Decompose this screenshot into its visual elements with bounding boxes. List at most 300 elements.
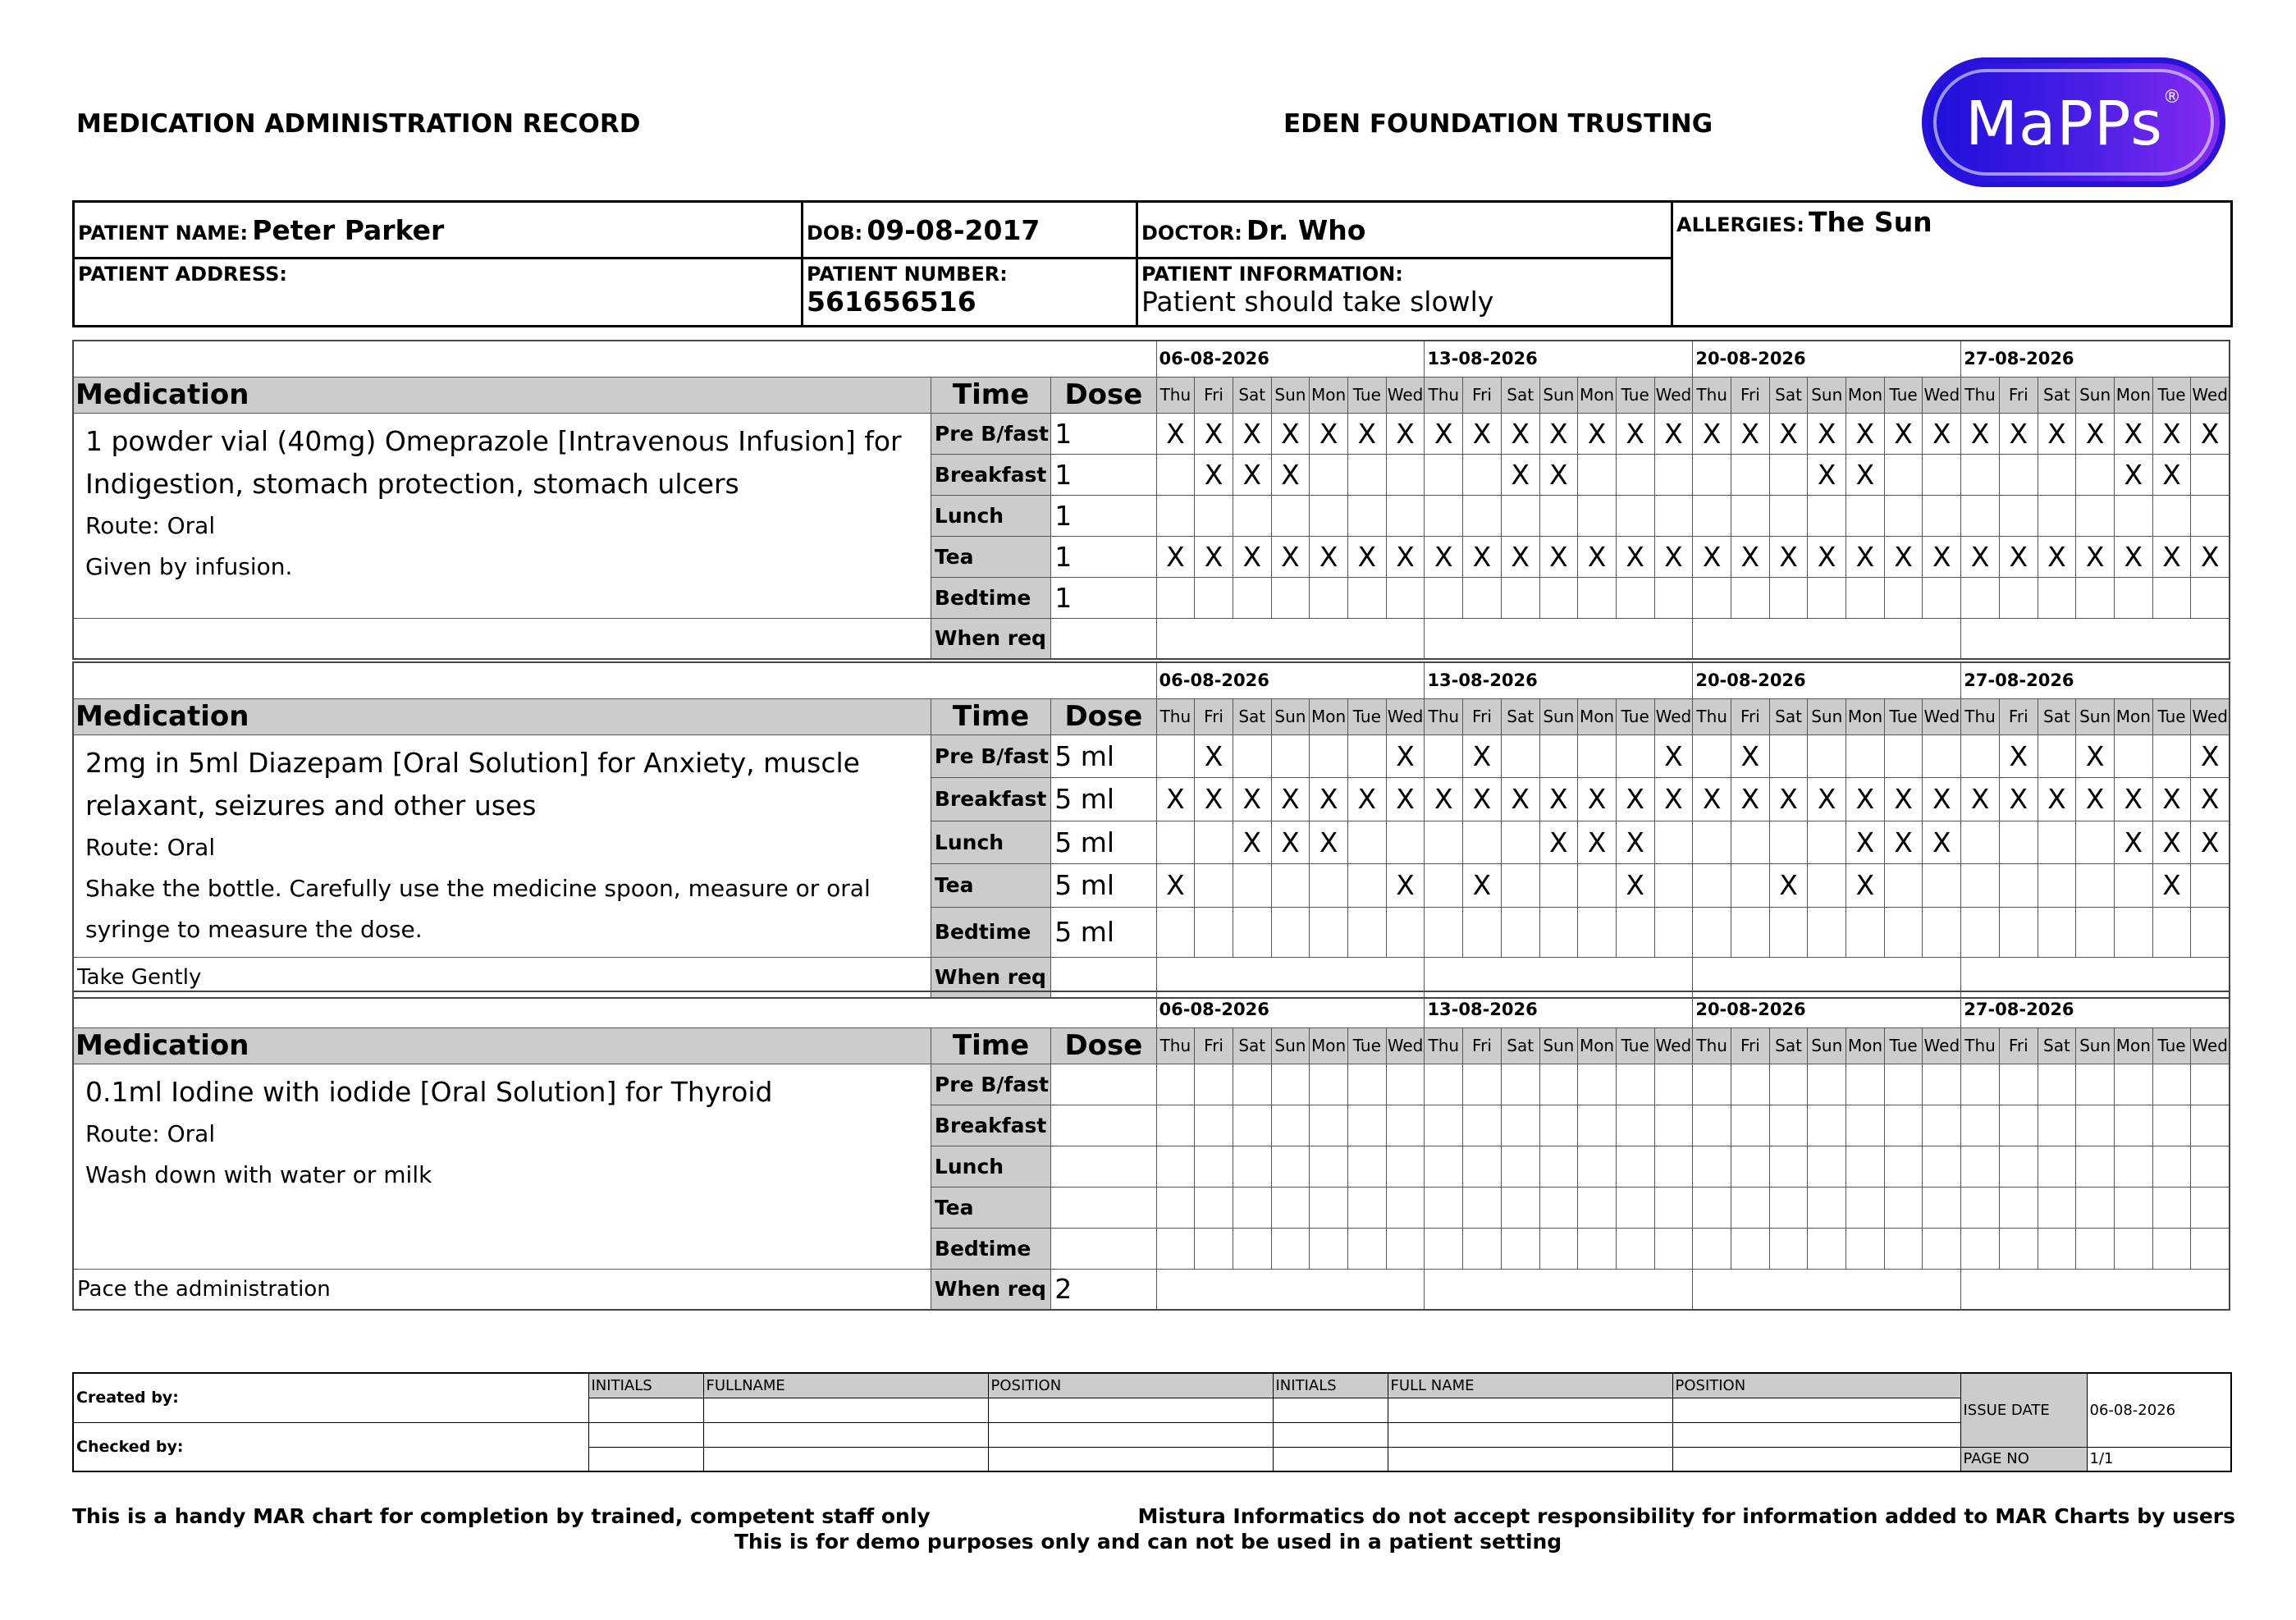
administration-cell[interactable] — [2152, 577, 2191, 618]
administration-cell[interactable] — [1693, 864, 1731, 908]
administration-cell[interactable] — [1310, 1146, 1348, 1187]
administration-cell[interactable] — [1923, 734, 1961, 778]
administration-cell[interactable] — [1808, 1105, 1846, 1146]
administration-cell[interactable] — [1539, 1146, 1578, 1187]
administration-cell[interactable]: X — [1501, 778, 1539, 821]
administration-cell[interactable] — [1693, 1187, 1731, 1228]
administration-cell[interactable] — [2152, 1064, 2191, 1105]
administration-cell[interactable] — [2076, 907, 2115, 957]
administration-cell[interactable]: X — [1961, 413, 2000, 454]
administration-cell[interactable] — [1425, 907, 1463, 957]
administration-cell[interactable] — [1999, 1187, 2038, 1228]
administration-cell[interactable] — [1846, 1064, 1885, 1105]
administration-cell[interactable] — [2076, 1105, 2115, 1146]
administration-cell[interactable] — [1923, 495, 1961, 536]
administration-cell[interactable] — [2038, 821, 2076, 864]
created-initials-field[interactable] — [588, 1398, 703, 1422]
administration-cell[interactable]: X — [1846, 454, 1885, 495]
administration-cell[interactable] — [1463, 1187, 1502, 1228]
administration-cell[interactable] — [1961, 454, 2000, 495]
administration-cell[interactable] — [1999, 907, 2038, 957]
administration-cell[interactable] — [1731, 864, 1770, 908]
administration-cell[interactable]: X — [2191, 734, 2230, 778]
administration-cell[interactable] — [1271, 577, 1310, 618]
administration-cell[interactable] — [2038, 1105, 2076, 1146]
administration-cell[interactable] — [1654, 1228, 1693, 1269]
administration-cell[interactable] — [1233, 1064, 1271, 1105]
administration-cell[interactable] — [1578, 1105, 1617, 1146]
administration-cell[interactable] — [1769, 1187, 1808, 1228]
administration-cell[interactable]: X — [1195, 734, 1233, 778]
administration-cell[interactable] — [1884, 1228, 1923, 1269]
administration-cell[interactable] — [1884, 577, 1923, 618]
administration-cell[interactable]: X — [1463, 734, 1502, 778]
administration-cell[interactable]: X — [2038, 778, 2076, 821]
administration-cell[interactable] — [1961, 1187, 2000, 1228]
administration-cell[interactable]: X — [1233, 454, 1271, 495]
created-position-field[interactable] — [988, 1398, 1273, 1422]
administration-cell[interactable] — [1195, 495, 1233, 536]
checked-position-field-b[interactable] — [988, 1447, 1273, 1471]
administration-cell[interactable]: X — [1233, 536, 1271, 577]
administration-cell[interactable] — [1386, 1228, 1425, 1269]
administration-cell[interactable]: X — [1654, 536, 1693, 577]
administration-cell[interactable] — [1578, 495, 1617, 536]
administration-cell[interactable] — [2152, 1228, 2191, 1269]
administration-cell[interactable] — [1846, 1146, 1885, 1187]
administration-cell[interactable] — [2114, 907, 2152, 957]
administration-cell[interactable] — [1386, 495, 1425, 536]
administration-cell[interactable] — [1578, 1187, 1617, 1228]
administration-cell[interactable]: X — [1961, 536, 2000, 577]
created-position-field-2[interactable] — [1672, 1398, 1960, 1422]
when-req-week-cell[interactable] — [1425, 1269, 1693, 1310]
administration-cell[interactable] — [1463, 907, 1502, 957]
administration-cell[interactable] — [1808, 1228, 1846, 1269]
administration-cell[interactable] — [1808, 907, 1846, 957]
administration-cell[interactable] — [1195, 1146, 1233, 1187]
administration-cell[interactable] — [2114, 1064, 2152, 1105]
administration-cell[interactable] — [1769, 1064, 1808, 1105]
administration-cell[interactable] — [1501, 1228, 1539, 1269]
administration-cell[interactable] — [1425, 864, 1463, 908]
administration-cell[interactable] — [1156, 1228, 1195, 1269]
administration-cell[interactable]: X — [2114, 778, 2152, 821]
administration-cell[interactable]: X — [1156, 778, 1195, 821]
administration-cell[interactable] — [1999, 577, 2038, 618]
administration-cell[interactable]: X — [1539, 536, 1578, 577]
administration-cell[interactable] — [1846, 1228, 1885, 1269]
administration-cell[interactable] — [1884, 907, 1923, 957]
administration-cell[interactable]: X — [2076, 536, 2115, 577]
administration-cell[interactable]: X — [2152, 778, 2191, 821]
administration-cell[interactable] — [2076, 1146, 2115, 1187]
administration-cell[interactable]: X — [2114, 536, 2152, 577]
administration-cell[interactable] — [1846, 1187, 1885, 1228]
administration-cell[interactable] — [1693, 1228, 1731, 1269]
administration-cell[interactable] — [1271, 1228, 1310, 1269]
administration-cell[interactable]: X — [1425, 413, 1463, 454]
administration-cell[interactable] — [1386, 454, 1425, 495]
administration-cell[interactable] — [1961, 907, 2000, 957]
administration-cell[interactable]: X — [1386, 413, 1425, 454]
administration-cell[interactable] — [1195, 821, 1233, 864]
administration-cell[interactable] — [1347, 1105, 1386, 1146]
administration-cell[interactable] — [2038, 1146, 2076, 1187]
administration-cell[interactable] — [1769, 734, 1808, 778]
administration-cell[interactable] — [1578, 454, 1617, 495]
administration-cell[interactable]: X — [1654, 734, 1693, 778]
administration-cell[interactable] — [1195, 907, 1233, 957]
checked-position-field-b2[interactable] — [1672, 1447, 1960, 1471]
administration-cell[interactable]: X — [1425, 536, 1463, 577]
administration-cell[interactable]: X — [2152, 821, 2191, 864]
administration-cell[interactable] — [1923, 864, 1961, 908]
administration-cell[interactable] — [1578, 1064, 1617, 1105]
administration-cell[interactable] — [1769, 495, 1808, 536]
administration-cell[interactable]: X — [1539, 778, 1578, 821]
administration-cell[interactable] — [1616, 454, 1654, 495]
administration-cell[interactable] — [1310, 1064, 1348, 1105]
administration-cell[interactable] — [1156, 734, 1195, 778]
administration-cell[interactable]: X — [1884, 536, 1923, 577]
administration-cell[interactable] — [1347, 1187, 1386, 1228]
administration-cell[interactable] — [1923, 1146, 1961, 1187]
administration-cell[interactable] — [1654, 1146, 1693, 1187]
administration-cell[interactable] — [1616, 1228, 1654, 1269]
administration-cell[interactable]: X — [2076, 734, 2115, 778]
administration-cell[interactable] — [2114, 495, 2152, 536]
administration-cell[interactable] — [1347, 577, 1386, 618]
administration-cell[interactable] — [1386, 821, 1425, 864]
administration-cell[interactable] — [1808, 864, 1846, 908]
administration-cell[interactable]: X — [1156, 536, 1195, 577]
administration-cell[interactable] — [1310, 1105, 1348, 1146]
administration-cell[interactable] — [1654, 821, 1693, 864]
administration-cell[interactable] — [1961, 1228, 2000, 1269]
administration-cell[interactable]: X — [2152, 413, 2191, 454]
administration-cell[interactable] — [1195, 1105, 1233, 1146]
administration-cell[interactable] — [1425, 734, 1463, 778]
administration-cell[interactable]: X — [1539, 821, 1578, 864]
administration-cell[interactable] — [1808, 577, 1846, 618]
administration-cell[interactable] — [2038, 734, 2076, 778]
administration-cell[interactable] — [1884, 495, 1923, 536]
administration-cell[interactable] — [1654, 1187, 1693, 1228]
administration-cell[interactable]: X — [2152, 864, 2191, 908]
administration-cell[interactable] — [2152, 1105, 2191, 1146]
administration-cell[interactable]: X — [1923, 821, 1961, 864]
administration-cell[interactable] — [1501, 821, 1539, 864]
when-req-week-cell[interactable] — [1961, 618, 2230, 659]
administration-cell[interactable] — [2191, 1228, 2230, 1269]
administration-cell[interactable]: X — [1539, 413, 1578, 454]
administration-cell[interactable] — [1846, 495, 1885, 536]
administration-cell[interactable] — [1539, 495, 1578, 536]
administration-cell[interactable] — [1195, 1064, 1233, 1105]
administration-cell[interactable] — [2038, 907, 2076, 957]
administration-cell[interactable] — [1501, 1105, 1539, 1146]
administration-cell[interactable] — [1846, 907, 1885, 957]
administration-cell[interactable] — [1693, 1105, 1731, 1146]
administration-cell[interactable] — [2114, 1228, 2152, 1269]
administration-cell[interactable] — [1271, 1187, 1310, 1228]
administration-cell[interactable] — [1310, 577, 1348, 618]
administration-cell[interactable] — [1347, 864, 1386, 908]
administration-cell[interactable] — [1731, 495, 1770, 536]
administration-cell[interactable] — [1731, 1228, 1770, 1269]
checked-fullname-field-b2[interactable] — [1388, 1447, 1672, 1471]
administration-cell[interactable]: X — [1769, 536, 1808, 577]
administration-cell[interactable] — [1310, 907, 1348, 957]
administration-cell[interactable] — [1769, 454, 1808, 495]
administration-cell[interactable] — [2076, 1064, 2115, 1105]
administration-cell[interactable] — [1846, 734, 1885, 778]
administration-cell[interactable] — [1233, 907, 1271, 957]
administration-cell[interactable] — [2076, 495, 2115, 536]
administration-cell[interactable] — [1156, 1105, 1195, 1146]
administration-cell[interactable] — [1961, 1146, 2000, 1187]
administration-cell[interactable]: X — [1386, 536, 1425, 577]
administration-cell[interactable] — [1731, 907, 1770, 957]
administration-cell[interactable]: X — [1578, 821, 1617, 864]
administration-cell[interactable] — [1156, 907, 1195, 957]
administration-cell[interactable] — [1539, 577, 1578, 618]
administration-cell[interactable] — [1310, 495, 1348, 536]
administration-cell[interactable]: X — [1999, 413, 2038, 454]
administration-cell[interactable]: X — [1347, 413, 1386, 454]
administration-cell[interactable]: X — [1731, 413, 1770, 454]
when-req-week-cell[interactable] — [1961, 1269, 2230, 1310]
administration-cell[interactable] — [1884, 864, 1923, 908]
administration-cell[interactable] — [1808, 734, 1846, 778]
administration-cell[interactable]: X — [1808, 778, 1846, 821]
administration-cell[interactable] — [1463, 821, 1502, 864]
administration-cell[interactable]: X — [1769, 413, 1808, 454]
administration-cell[interactable] — [1195, 577, 1233, 618]
administration-cell[interactable] — [1463, 1146, 1502, 1187]
administration-cell[interactable] — [1501, 1064, 1539, 1105]
administration-cell[interactable]: X — [1233, 413, 1271, 454]
administration-cell[interactable] — [2114, 1105, 2152, 1146]
administration-cell[interactable]: X — [1884, 778, 1923, 821]
administration-cell[interactable] — [1310, 1228, 1348, 1269]
administration-cell[interactable] — [1961, 577, 2000, 618]
administration-cell[interactable] — [1884, 454, 1923, 495]
administration-cell[interactable]: X — [1616, 864, 1654, 908]
administration-cell[interactable]: X — [1731, 734, 1770, 778]
administration-cell[interactable] — [1654, 454, 1693, 495]
administration-cell[interactable] — [1693, 1146, 1731, 1187]
checked-initials-field-b2[interactable] — [1273, 1447, 1388, 1471]
administration-cell[interactable] — [1578, 1228, 1617, 1269]
administration-cell[interactable] — [2191, 1146, 2230, 1187]
administration-cell[interactable] — [1654, 577, 1693, 618]
administration-cell[interactable]: X — [1961, 778, 2000, 821]
administration-cell[interactable] — [1578, 734, 1617, 778]
administration-cell[interactable] — [1501, 907, 1539, 957]
administration-cell[interactable] — [1347, 821, 1386, 864]
administration-cell[interactable] — [1884, 1105, 1923, 1146]
administration-cell[interactable] — [1463, 1064, 1502, 1105]
administration-cell[interactable]: X — [1731, 778, 1770, 821]
administration-cell[interactable] — [1961, 864, 2000, 908]
administration-cell[interactable] — [1233, 1105, 1271, 1146]
administration-cell[interactable] — [1233, 1228, 1271, 1269]
administration-cell[interactable] — [2076, 577, 2115, 618]
administration-cell[interactable]: X — [2038, 413, 2076, 454]
administration-cell[interactable]: X — [1693, 778, 1731, 821]
administration-cell[interactable] — [1156, 1146, 1195, 1187]
administration-cell[interactable] — [2038, 1228, 2076, 1269]
administration-cell[interactable]: X — [1310, 778, 1348, 821]
administration-cell[interactable]: X — [1999, 734, 2038, 778]
administration-cell[interactable] — [1769, 577, 1808, 618]
administration-cell[interactable]: X — [1808, 413, 1846, 454]
administration-cell[interactable] — [1884, 1146, 1923, 1187]
administration-cell[interactable] — [2191, 1064, 2230, 1105]
administration-cell[interactable] — [1386, 1064, 1425, 1105]
administration-cell[interactable] — [1271, 1064, 1310, 1105]
administration-cell[interactable] — [1693, 454, 1731, 495]
administration-cell[interactable] — [1271, 864, 1310, 908]
administration-cell[interactable] — [1923, 1228, 1961, 1269]
administration-cell[interactable] — [2152, 1146, 2191, 1187]
administration-cell[interactable] — [1961, 495, 2000, 536]
administration-cell[interactable]: X — [2191, 536, 2230, 577]
administration-cell[interactable] — [1769, 1105, 1808, 1146]
administration-cell[interactable] — [1539, 907, 1578, 957]
administration-cell[interactable]: X — [1195, 778, 1233, 821]
administration-cell[interactable]: X — [1463, 536, 1502, 577]
administration-cell[interactable]: X — [1501, 536, 1539, 577]
administration-cell[interactable] — [2038, 495, 2076, 536]
administration-cell[interactable] — [2076, 864, 2115, 908]
created-fullname-field-2[interactable] — [1388, 1398, 1672, 1422]
administration-cell[interactable] — [1233, 1187, 1271, 1228]
administration-cell[interactable]: X — [1501, 454, 1539, 495]
administration-cell[interactable] — [1616, 1105, 1654, 1146]
administration-cell[interactable] — [1616, 1187, 1654, 1228]
administration-cell[interactable] — [1347, 495, 1386, 536]
administration-cell[interactable] — [2114, 577, 2152, 618]
administration-cell[interactable] — [1731, 454, 1770, 495]
administration-cell[interactable]: X — [1923, 778, 1961, 821]
administration-cell[interactable] — [1961, 1064, 2000, 1105]
administration-cell[interactable]: X — [1846, 413, 1885, 454]
administration-cell[interactable] — [2038, 1187, 2076, 1228]
administration-cell[interactable]: X — [1271, 821, 1310, 864]
administration-cell[interactable] — [1156, 821, 1195, 864]
administration-cell[interactable] — [1156, 577, 1195, 618]
created-initials-field-2[interactable] — [1273, 1398, 1388, 1422]
administration-cell[interactable]: X — [1310, 413, 1348, 454]
checked-fullname-field-2[interactable] — [1388, 1422, 1672, 1447]
administration-cell[interactable] — [1884, 734, 1923, 778]
administration-cell[interactable]: X — [1233, 821, 1271, 864]
administration-cell[interactable]: X — [1999, 778, 2038, 821]
administration-cell[interactable] — [1310, 454, 1348, 495]
administration-cell[interactable] — [1233, 495, 1271, 536]
administration-cell[interactable]: X — [1654, 413, 1693, 454]
administration-cell[interactable]: X — [1501, 413, 1539, 454]
administration-cell[interactable] — [1616, 495, 1654, 536]
checked-position-field[interactable] — [988, 1422, 1273, 1447]
administration-cell[interactable] — [1884, 1064, 1923, 1105]
administration-cell[interactable] — [2152, 495, 2191, 536]
administration-cell[interactable] — [2076, 454, 2115, 495]
administration-cell[interactable] — [1539, 1105, 1578, 1146]
when-req-week-cell[interactable] — [1156, 1269, 1425, 1310]
administration-cell[interactable]: X — [2152, 536, 2191, 577]
administration-cell[interactable] — [1386, 1146, 1425, 1187]
administration-cell[interactable] — [1808, 1146, 1846, 1187]
administration-cell[interactable] — [1156, 495, 1195, 536]
administration-cell[interactable] — [1999, 821, 2038, 864]
administration-cell[interactable] — [1425, 1187, 1463, 1228]
administration-cell[interactable]: X — [1884, 413, 1923, 454]
administration-cell[interactable]: X — [1808, 536, 1846, 577]
administration-cell[interactable]: X — [1731, 536, 1770, 577]
administration-cell[interactable] — [1693, 1064, 1731, 1105]
administration-cell[interactable] — [2076, 1228, 2115, 1269]
administration-cell[interactable] — [1539, 1064, 1578, 1105]
administration-cell[interactable] — [1539, 1187, 1578, 1228]
administration-cell[interactable] — [1693, 907, 1731, 957]
administration-cell[interactable] — [1425, 1228, 1463, 1269]
administration-cell[interactable]: X — [1271, 413, 1310, 454]
administration-cell[interactable] — [1463, 454, 1502, 495]
administration-cell[interactable] — [1731, 1064, 1770, 1105]
administration-cell[interactable] — [1769, 821, 1808, 864]
administration-cell[interactable] — [1347, 907, 1386, 957]
administration-cell[interactable] — [2152, 907, 2191, 957]
administration-cell[interactable] — [1310, 864, 1348, 908]
administration-cell[interactable] — [1616, 1146, 1654, 1187]
administration-cell[interactable] — [2191, 495, 2230, 536]
administration-cell[interactable] — [1156, 1064, 1195, 1105]
administration-cell[interactable] — [1693, 495, 1731, 536]
administration-cell[interactable] — [2038, 577, 2076, 618]
administration-cell[interactable] — [2191, 454, 2230, 495]
administration-cell[interactable] — [1731, 1187, 1770, 1228]
administration-cell[interactable] — [1386, 1105, 1425, 1146]
administration-cell[interactable] — [2152, 1187, 2191, 1228]
administration-cell[interactable]: X — [1846, 536, 1885, 577]
administration-cell[interactable] — [1769, 1228, 1808, 1269]
administration-cell[interactable] — [1999, 495, 2038, 536]
administration-cell[interactable] — [1539, 864, 1578, 908]
administration-cell[interactable]: X — [2114, 821, 2152, 864]
administration-cell[interactable]: X — [1195, 536, 1233, 577]
administration-cell[interactable] — [1846, 1105, 1885, 1146]
administration-cell[interactable]: X — [2191, 413, 2230, 454]
administration-cell[interactable]: X — [1846, 778, 1885, 821]
checked-initials-field[interactable] — [588, 1422, 703, 1447]
administration-cell[interactable]: X — [1463, 778, 1502, 821]
administration-cell[interactable]: X — [1616, 413, 1654, 454]
administration-cell[interactable] — [1961, 1105, 2000, 1146]
administration-cell[interactable] — [1923, 454, 1961, 495]
administration-cell[interactable] — [1347, 734, 1386, 778]
administration-cell[interactable] — [2076, 821, 2115, 864]
administration-cell[interactable] — [1501, 864, 1539, 908]
administration-cell[interactable] — [1156, 454, 1195, 495]
administration-cell[interactable] — [1386, 1187, 1425, 1228]
administration-cell[interactable]: X — [1310, 536, 1348, 577]
administration-cell[interactable]: X — [2114, 454, 2152, 495]
administration-cell[interactable] — [2114, 734, 2152, 778]
